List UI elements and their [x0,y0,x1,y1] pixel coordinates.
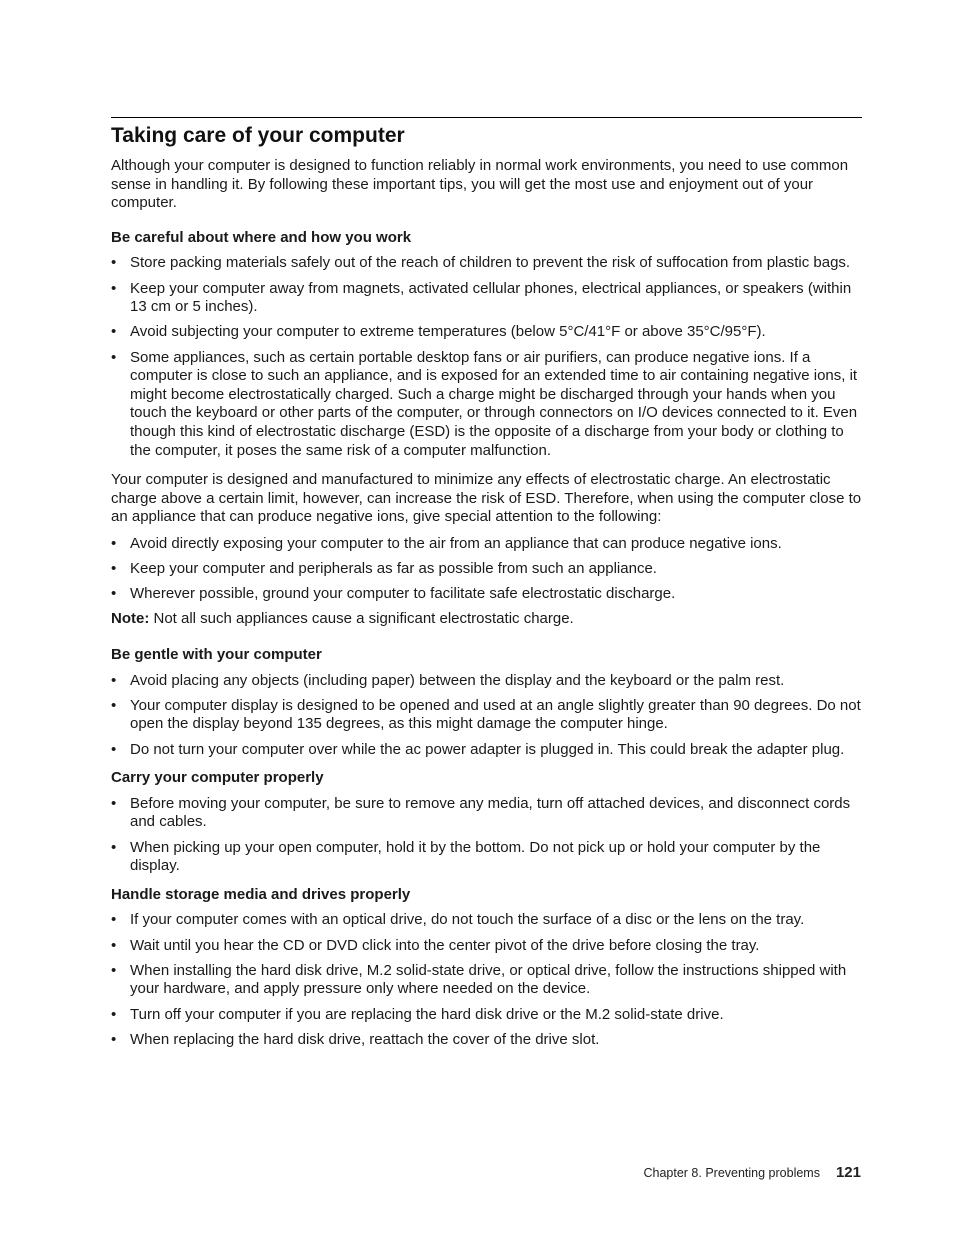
list-item-text: Wait until you hear the CD or DVD click into the center pivot of the drive before closing the tray. [130,936,760,954]
section-heading: Be careful about where and how you work [111,228,412,246]
bullet-icon: • [111,740,117,758]
section-heading: Carry your computer properly [111,769,324,787]
list-item [111,1006,862,1025]
list-item [111,323,862,342]
bullet-icon: • [111,560,117,578]
list-item-text: If your computer comes with an optical drive, do not touch the surface of a disc or the lens on the tray. [130,911,805,929]
list-item [111,560,862,579]
bullet-list [111,535,862,604]
bullet-icon: • [111,671,117,689]
list-item [111,741,862,760]
bullet-list [111,254,862,460]
bullet-icon: • [111,1030,117,1048]
bullet-list [111,911,862,1049]
list-item [111,672,862,691]
list-item-text: Keep your computer away from magnets, activated cellular phones, electrical appliances, or speakers (within 13 cm or 5 inches). [130,279,852,316]
bullet-list [111,795,862,876]
note-text: Not all such appliances cause a significant electrostatic charge. [149,610,574,628]
list-item-text: Your computer display is designed to be opened and used at an angle slightly greater than 90 degrees. Do not open the display beyond 135 degrees, as this might damage the computer hinge. [130,696,861,733]
list-item-text: Avoid directly exposing your computer to the air from an appliance that can produce negative ions. [130,534,782,552]
list-item [111,585,862,604]
list-item-text: Turn off your computer if you are replacing the hard disk drive or the M.2 solid-state drive. [130,1005,724,1023]
list-item [111,535,862,554]
list-item [111,962,862,999]
bullet-icon: • [111,585,117,603]
list-item [111,254,862,273]
bullet-icon: • [111,1005,117,1023]
page-title: Taking care of your computer [111,124,405,147]
section-storage [111,886,862,1050]
heading-rule [111,117,862,118]
note-paragraph [111,610,862,629]
list-item [111,349,862,461]
list-item-text: Store packing materials safely out of the reach of children to prevent the risk of suffocation from plastic bags. [130,254,851,272]
list-item-text: Do not turn your computer over while the ac power adapter is plugged in. This could break the adapter plug. [130,740,845,758]
bullet-icon: • [111,794,117,812]
bullet-icon: • [111,323,117,341]
list-item-text: When replacing the hard disk drive, reattach the cover of the drive slot. [130,1030,600,1048]
list-item [111,911,862,930]
list-item-text: When installing the hard disk drive, M.2 solid-state drive, or optical drive, follow the instructions shipped with your hardware, and apply pressure only where needed on the device. [130,961,847,998]
bullet-icon: • [111,348,117,366]
bullet-list [111,672,862,760]
list-item-text: When picking up your open computer, hold it by the bottom. Do not pick up or hold your computer by the display. [130,838,821,875]
bullet-icon: • [111,936,117,954]
list-item-text: Before moving your computer, be sure to remove any media, turn off attached devices, and disconnect cords and cables. [130,794,851,831]
bullet-icon: • [111,838,117,856]
list-item-text: Keep your computer and peripherals as far as possible from such an appliance. [130,560,657,578]
page-content [111,117,862,1059]
section-heading: Be gentle with your computer [111,646,322,664]
page-number: 121 [835,1164,861,1181]
section-where-how [111,229,862,629]
list-item [111,1031,862,1050]
intro-paragraph: Although your computer is designed to function reliably in normal work environments, you need to use common sense in handling it. By following these important tips, you will get the most use and enjoyment out of your computer. [111,157,849,212]
note-label: Note: [111,610,150,628]
list-item-text: Wherever possible, ground your computer to facilitate safe electrostatic discharge. [130,585,676,603]
page-footer [643,1164,861,1182]
footer-chapter: Chapter 8. Preventing problems [643,1166,820,1180]
bullet-icon: • [111,696,117,714]
list-item [111,697,862,734]
section-heading: Handle storage media and drives properly [111,885,411,903]
list-item [111,839,862,876]
section-gentle [111,646,862,759]
section-carry [111,769,862,876]
esd-paragraph: Your computer is designed and manufactured to minimize any effects of electrostatic charge. An electrostatic charge above a certain limit, however, can increase the risk of ESD. Therefore, when using the computer close to an appliance that can produce negative ions, give special attention to the following: [111,471,862,526]
list-item-text: Avoid placing any objects (including paper) between the display and the keyboard or the palm rest. [130,671,785,689]
bullet-icon: • [111,534,117,552]
list-item-text: Some appliances, such as certain portable desktop fans or air purifiers, can produce negative ions. If a computer is close to such an appliance, and is exposed for an extended time to air containing negative ions, it might become electrostatically charged. Such a charge might be discharged through your hands when you touch the keyboard or other parts of the computer, or through connectors on I/O devices connected to it. Even though this kind of electrostatic discharge (ESD) is the opposite of a discharge from your body or clothing to the computer, it poses the same risk of a computer malfunction. [130,348,858,459]
list-item [111,937,862,956]
bullet-icon: • [111,279,117,297]
list-item [111,280,862,317]
bullet-icon: • [111,254,117,272]
list-item [111,795,862,832]
bullet-icon: • [111,961,117,979]
bullet-icon: • [111,911,117,929]
list-item-text: Avoid subjecting your computer to extreme temperatures (below 5°C/41°F or above 35°C/95°F). [130,323,766,341]
